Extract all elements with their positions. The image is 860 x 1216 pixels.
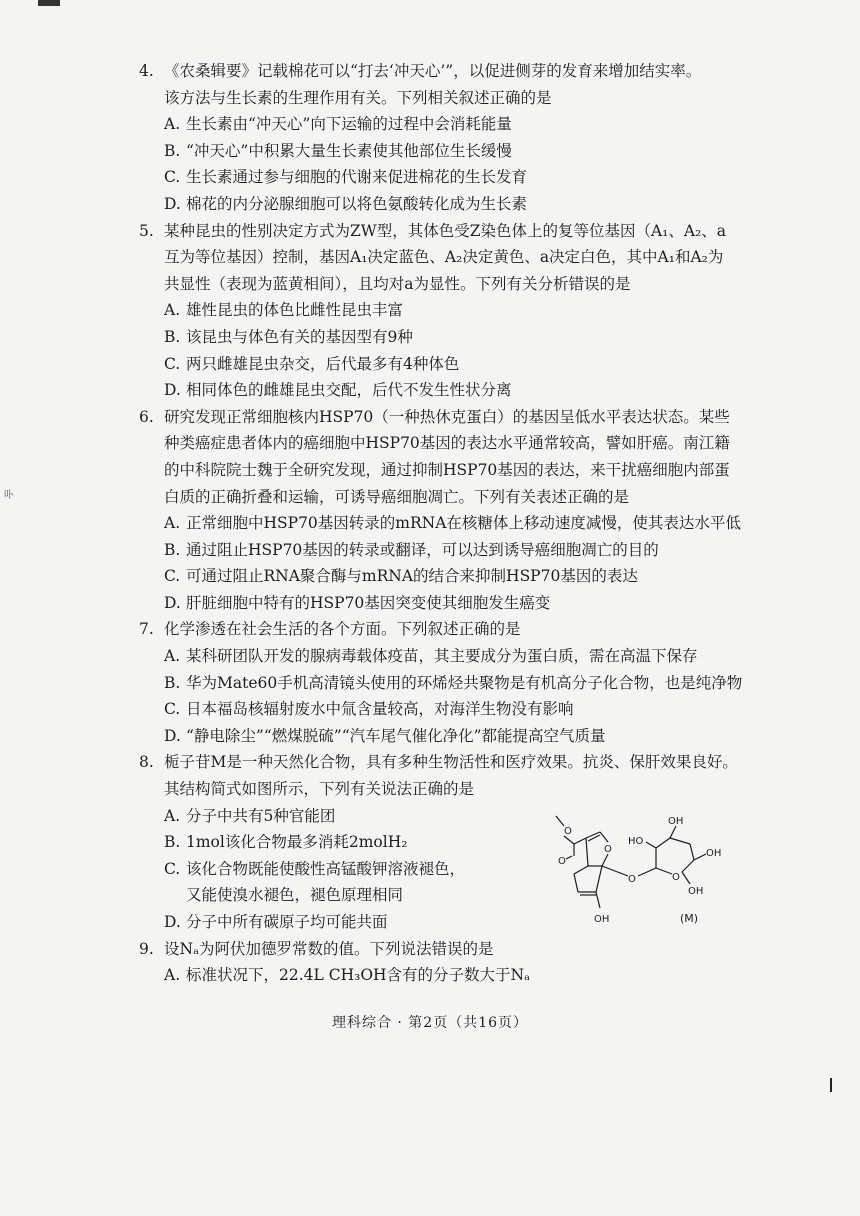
svg-text:OH: OH (688, 886, 704, 897)
answer-option (139, 670, 799, 697)
question-stem (139, 218, 799, 245)
question-text: 某种昆虫的性别决定方式为ZW型，其体色受Z染色体上的复等位基因（A₁、A₂、a (164, 221, 727, 240)
answer-option (139, 111, 799, 138)
option-text: 两只雌雄昆虫杂交，后代最多有4种体色 (186, 354, 460, 373)
question-number: 5. (139, 221, 154, 240)
answer-option (139, 643, 799, 670)
question-stem (139, 404, 799, 431)
question-text: 研究发现正常细胞核内HSP70（一种热休克蛋白）的基因呈低水平表达状态。某些 (164, 407, 730, 426)
option-text: 正常细胞中HSP70基因转录的mRNA在核糖体上移动速度减慢，使其表达水平低 (186, 514, 741, 533)
molecule-structure (552, 812, 732, 928)
option-letter: A. (164, 115, 181, 134)
question-stem-continued (139, 271, 799, 298)
option-text: “冲天心”中积累大量生长素使其他部位生长缓慢 (186, 141, 512, 160)
option-letter: C. (164, 700, 181, 719)
margin-mark: 卟 (4, 490, 14, 501)
answer-option (139, 696, 799, 723)
answer-option (139, 324, 799, 351)
question-text: 其结构简式如图所示，下列有关说法正确的是 (164, 780, 475, 799)
answer-option (139, 377, 799, 404)
option-text: 某科研团队开发的腺病毒载体疫苗，其主要成分为蛋白质，需在高温下保存 (186, 647, 698, 666)
option-text: 可通过阻止RNA聚合酶与mRNA的结合来抑制HSP70基因的表达 (186, 567, 638, 586)
answer-option (139, 138, 799, 165)
question-text: 共显性（表现为蓝黄相间），且均对a为显性。下列有关分析错误的是 (164, 274, 631, 293)
question-text: 化学渗透在社会生活的各个方面。下列叙述正确的是 (164, 620, 521, 639)
answer-option (139, 723, 799, 750)
question-stem-continued (139, 484, 799, 511)
svg-text:OH: OH (668, 816, 684, 827)
question-text: 互为等位基因）控制，基因A₁决定蓝色、A₂决定黄色、a决定白色，其中A₁和A₂为 (164, 248, 724, 267)
option-letter: C. (164, 354, 181, 373)
answer-option (139, 537, 799, 564)
svg-text:O: O (564, 826, 572, 837)
question-text: 的中科院院士魏于全研究发现，通过抑制HSP70基因的表达，来干扰癌细胞内部蛋 (164, 460, 730, 479)
svg-text:O: O (604, 844, 612, 855)
question-number: 6. (139, 407, 154, 426)
option-letter: D. (164, 593, 181, 612)
svg-text:OH: OH (594, 914, 610, 925)
option-letter: A. (164, 806, 181, 825)
answer-option (139, 191, 799, 218)
answer-option (139, 297, 799, 324)
option-text: 日本福岛核辐射废水中氚含量较高，对海洋生物没有影响 (186, 700, 574, 719)
question-stem (139, 616, 799, 643)
scan-mark (38, 0, 60, 6)
question-number: 8. (139, 753, 154, 772)
answer-option (139, 510, 799, 537)
question-stem-continued (139, 776, 799, 803)
option-letter: C. (164, 859, 181, 878)
svg-text:O: O (628, 874, 636, 885)
option-letter: B. (164, 833, 181, 852)
question-number: 9. (139, 939, 154, 958)
option-letter: D. (164, 913, 181, 931)
question-stem-continued (139, 457, 799, 484)
page-footer: 理科综合 · 第2页（共16页） (331, 1015, 529, 1031)
answer-option (139, 590, 799, 617)
option-text: 生长素由“冲天心”向下运输的过程中会消耗能量 (186, 115, 512, 134)
answer-option (139, 962, 799, 989)
option-letter: A. (164, 301, 181, 320)
option-text: 分子中共有5种官能团 (186, 806, 336, 825)
option-text: “静电除尘”“燃煤脱硫”“汽车尾气催化净化”都能提高空气质量 (186, 726, 606, 745)
option-letter: B. (164, 327, 181, 346)
question-text: 种类癌症患者体内的癌细胞中HSP70基因的表达水平通常较高，譬如肝癌。南江籍 (164, 434, 730, 453)
question-stem-continued (139, 85, 799, 112)
option-text: 棉花的内分泌腺细胞可以将色氨酸转化成为生长素 (186, 194, 528, 213)
answer-option (139, 351, 799, 378)
option-letter: B. (164, 540, 181, 559)
option-letter: B. (164, 673, 181, 692)
option-letter: D. (164, 726, 181, 745)
option-text: 标准状况下，22.4L CH₃OH含有的分子数大于Nₐ (186, 966, 531, 985)
option-letter: D. (164, 381, 181, 400)
scan-tick (830, 1078, 832, 1092)
option-text: 通过阻止HSP70基因的转录或翻译，可以达到诱导癌细胞凋亡的目的 (186, 540, 659, 559)
option-letter: A. (164, 966, 181, 985)
question-text: 栀子苷M是一种天然化合物，具有多种生物活性和医疗效果。抗炎、保肝效果良好。 (164, 753, 738, 772)
question-text: 该方法与生长素的生理作用有关。下列相关叙述正确的是 (164, 88, 552, 107)
option-text: 相同体色的雌雄昆虫交配，后代不发生性状分离 (186, 381, 512, 400)
option-text: 分子中所有碳原子均可能共面 (186, 913, 388, 931)
option-text: 雄性昆虫的体色比雌性昆虫丰富 (186, 301, 404, 320)
svg-text:HO: HO (628, 836, 644, 847)
option-text: 该化合物既能使酸性高锰酸钾溶液褪色， (186, 859, 466, 878)
question-text: 设Nₐ为阿伏加德罗常数的值。下列说法错误的是 (164, 939, 494, 958)
question-number: 7. (139, 620, 154, 639)
option-letter: C. (164, 567, 181, 586)
option-letter: D. (164, 194, 181, 213)
option-text: 肝脏细胞中特有的HSP70基因突变使其细胞发生癌变 (186, 593, 551, 612)
option-letter: A. (164, 514, 181, 533)
svg-text:OH: OH (706, 848, 722, 859)
option-text: 该昆虫与体色有关的基因型有9种 (186, 327, 413, 346)
option-letter: A. (164, 647, 181, 666)
answer-option (139, 563, 799, 590)
option-letter: B. (164, 141, 181, 160)
svg-text:O: O (558, 856, 566, 867)
question-stem (139, 936, 799, 963)
question-stem (139, 58, 799, 85)
option-letter: C. (164, 168, 181, 187)
question-text: 白质的正确折叠和运输，可诱导癌细胞凋亡。下列有关表述正确的是 (164, 487, 630, 506)
option-text: 又能使溴水褪色，褪色原理相同 (186, 886, 404, 905)
answer-option (139, 164, 799, 191)
question-text: 《农桑辑要》记载棉花可以“打去‘冲天心’”，以促进侧芽的发育来增加结实率。 (164, 62, 702, 80)
question-stem (139, 749, 799, 776)
option-text: 1mol该化合物最多消耗2molH₂ (186, 833, 408, 852)
question-stem-continued (139, 244, 799, 271)
option-text: 华为Mate60手机高清镜头使用的环烯烃共聚物是有机高分子化合物，也是纯净物 (186, 673, 743, 692)
question-number: 4. (139, 62, 154, 80)
question-stem-continued (139, 430, 799, 457)
option-text: 生长素通过参与细胞的代谢来促进棉花的生长发育 (186, 168, 528, 187)
svg-text:O: O (672, 872, 680, 883)
molecule-label: (M) (680, 912, 699, 925)
